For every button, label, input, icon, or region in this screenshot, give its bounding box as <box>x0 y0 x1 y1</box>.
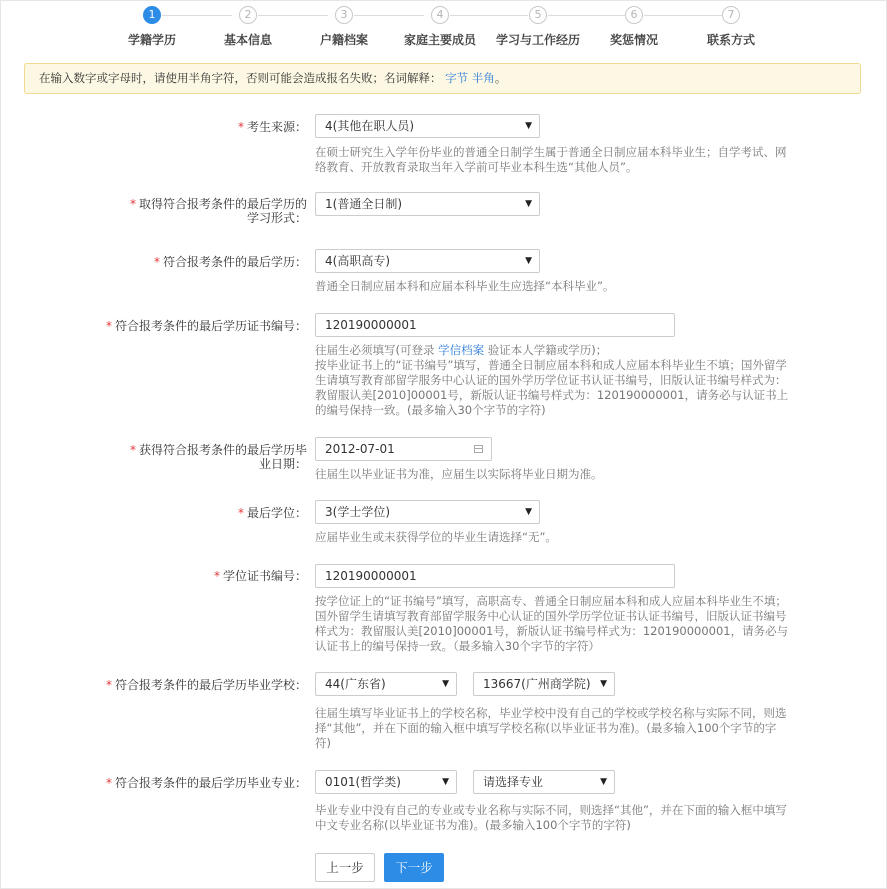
caret-down-icon: ▼ <box>525 121 532 131</box>
degree-cert-input[interactable] <box>315 564 675 588</box>
notice-end: 。 <box>494 71 507 85</box>
caret-down-icon: ▼ <box>525 507 532 517</box>
study-form-select[interactable] <box>315 192 540 216</box>
step-3[interactable] <box>296 6 392 48</box>
major-select[interactable] <box>473 770 615 794</box>
school-label: * 符合报考条件的最后学历毕业学校： <box>105 678 307 692</box>
school-help: 往届生填写毕业证书上的学校名称，毕业学校中没有自己的学校或学校名称与实际不同，则选择“其他”，并在下面的输入框中填写学校名称(以毕业证书为准)。(最多输入100个字节的字符) <box>315 706 787 750</box>
step-6[interactable] <box>586 6 682 48</box>
caret-down-icon: ▼ <box>600 679 607 689</box>
degree-cert-label: * 学位证书编号： <box>213 569 307 583</box>
halfwidth-term-link[interactable]: 半角 <box>471 71 495 85</box>
study-form-value: 1(普通全日制) <box>325 197 402 211</box>
caret-down-icon: ▼ <box>525 256 532 266</box>
major-help: 毕业专业中没有自己的专业或专业名称与实际不同，则选择“其他”，并在下面的输入框中填写中文专业名称(以毕业证书为准)。(最多输入100个字节的字符) <box>315 803 787 832</box>
caret-down-icon: ▼ <box>442 679 449 689</box>
major-category-value: 0101(哲学类) <box>325 775 401 789</box>
step-4[interactable] <box>392 6 488 48</box>
byte-term-link[interactable]: 字节 <box>445 71 469 85</box>
notice-text: 在输入数字或字母时，请使用半角字符，否则可能会造成报名失败；名词解释： <box>39 71 442 85</box>
last-degree-level-help: 普通全日制应届本科和应届本科毕业生应选择“本科毕业”。 <box>315 279 615 293</box>
step-label: 家庭主要成员 <box>403 33 476 47</box>
step-number: 1 <box>143 6 161 24</box>
source-help: 在硕士研究生入学年份毕业的普通全日制学生属于普通全日制应届本科毕业生；自学考试、网络教育、开放教育录取当年入学前可毕业本科生选“其他人员”。 <box>315 145 787 174</box>
degree-cert-value: 120190000001 <box>325 569 417 583</box>
step-label: 奖惩情况 <box>609 33 658 47</box>
grad-date-label: * 获得符合报考条件的最后学历毕业日期： <box>129 443 307 471</box>
province-value: 44(广东省) <box>325 677 386 691</box>
step-label: 学习与工作经历 <box>495 33 580 47</box>
major-category-select[interactable] <box>315 770 457 794</box>
source-select[interactable] <box>315 114 540 138</box>
caret-down-icon: ▼ <box>525 199 532 209</box>
degree-value: 3(学士学位) <box>325 505 390 519</box>
step-number: 7 <box>722 6 740 24</box>
school-select[interactable] <box>473 672 615 696</box>
step-number: 4 <box>431 6 449 24</box>
grad-date-input[interactable] <box>315 437 492 461</box>
step-5[interactable] <box>490 6 586 48</box>
cert-no-value: 120190000001 <box>325 318 417 332</box>
step-label: 学籍学历 <box>127 33 176 47</box>
last-degree-level-select[interactable] <box>315 249 540 273</box>
next-step-button[interactable]: 下一步 <box>384 853 444 882</box>
major-label: * 符合报考条件的最后学历毕业专业： <box>105 776 307 790</box>
step-2[interactable] <box>200 6 296 48</box>
step-1[interactable] <box>104 6 200 48</box>
degree-label: * 最后学位： <box>237 506 307 520</box>
cert-no-input[interactable] <box>315 313 675 337</box>
province-select[interactable] <box>315 672 457 696</box>
step-number: 3 <box>335 6 353 24</box>
step-label: 户籍档案 <box>319 33 368 47</box>
source-value: 4(其他在职人员) <box>325 119 414 133</box>
step-number: 5 <box>529 6 547 24</box>
caret-down-icon: ▼ <box>600 777 607 787</box>
cert-no-label: * 符合报考条件的最后学历证书编号： <box>105 319 307 333</box>
last-degree-level-value: 4(高职高专) <box>325 254 390 268</box>
degree-help: 应届毕业生或未获得学位的毕业生请选择“无”。 <box>315 530 557 544</box>
study-form-label: * 取得符合报考条件的最后学历的学习形式： <box>129 197 307 225</box>
step-label: 基本信息 <box>223 33 272 47</box>
calendar-icon[interactable] <box>474 445 483 453</box>
step-number: 2 <box>239 6 257 24</box>
halfwidth-notice <box>24 63 861 94</box>
cert-no-help: 往届生必须填写(可登录 学信档案 验证本人学籍或学历)； 按毕业证书上的“证书编号”填写，普通全日制应届本科和成人应届本科毕业生不填；国外留学生请填写教育部留学服务中心认证的国外学历学位证书认证书编号，旧版认证书编号样式为：教留服认美[2010]00001号，新版认证书编号样式为：120190000001，请务必与认证书上的编号保持一致。(最多输入30个字节的字符) <box>315 343 789 417</box>
grad-date-value: 2012-07-01 <box>325 442 395 456</box>
caret-down-icon: ▼ <box>442 777 449 787</box>
chsi-archive-link[interactable]: 学信档案 <box>438 343 485 357</box>
degree-cert-help: 按学位证上的“证书编号”填写，高职高专、普通全日制应届本科和成人应届本科毕业生不填；国外留学生请填写教育部留学服务中心认证的国外学历学位证书认证书编号，旧版认证书编号样式为：教留服认美[2010]00001号，新版认证书编号样式为：120190000001，请务必与认证书上的编号保持一致。（最多输入30个字节的字符） <box>315 594 789 653</box>
progress-stepper <box>0 0 887 50</box>
source-label: * 考生来源： <box>237 120 307 134</box>
grad-date-help: 往届生以毕业证书为准，应届生以实际将毕业日期为准。 <box>315 467 603 481</box>
step-7[interactable] <box>683 6 779 48</box>
degree-select[interactable] <box>315 500 540 524</box>
school-value: 13667(广州商学院) <box>483 677 591 691</box>
major-value: 请选择专业 <box>483 775 544 789</box>
step-number: 6 <box>625 6 643 24</box>
step-label: 联系方式 <box>706 33 755 47</box>
last-degree-level-label: * 符合报考条件的最后学历： <box>153 255 307 269</box>
prev-step-button[interactable]: 上一步 <box>315 853 375 882</box>
